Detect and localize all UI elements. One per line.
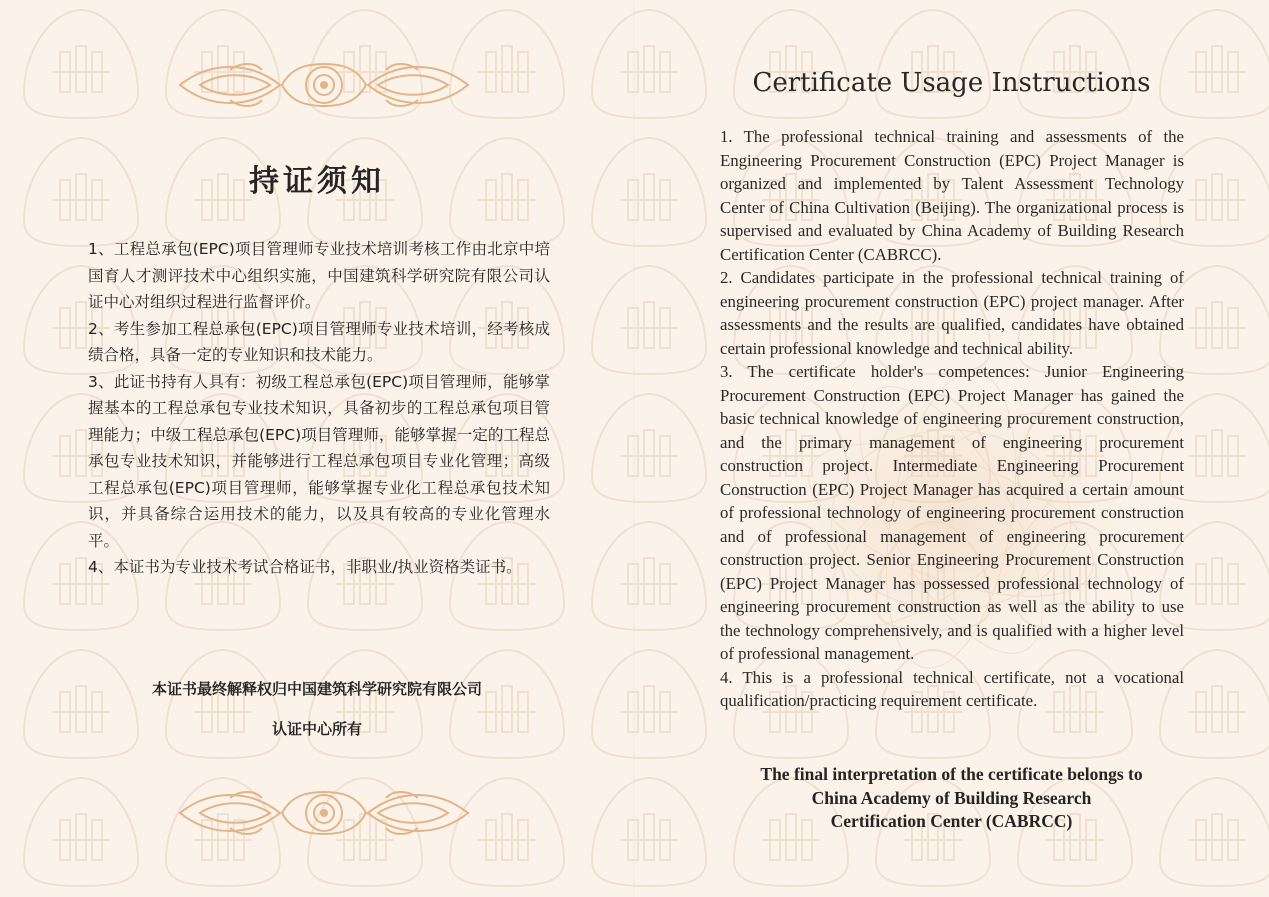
left-page (0, 0, 634, 897)
footer-line: Certification Center (CABRCC) (830, 811, 1073, 831)
page-title-english: Certificate Usage Instructions (752, 68, 1151, 98)
instruction-paragraph: 4. This is a professional technical certificate, not a vocational qualification/practicing requirement certificate. (720, 667, 1184, 710)
instruction-paragraph: 3. The certificate holder's competences: Junior Engineering Procurement Construction (EPC) Project Manager has gained the basic technical knowledge of engineering procurement construction, and the primary management of engineering procurement construction project. Intermediate Engineering Procurement Construction (EPC) Project Manager has acquired a certain amount of professional technology of engineering procurement construction and of professional management of engineering procurement construction project. Senior Engineering Procurement Construction (EPC) Project Manager has possessed professional technology of engineering procurement construction as well as the ability to use the technology comprehensively, and is qualified with a higher level of professional management. (720, 362, 1184, 663)
decorative-ornament-bottom-icon (170, 784, 478, 842)
interpretation-statement-english (634, 763, 1269, 834)
instruction-paragraph: 2、考生参加工程总承包(EPC)项目管理师专业技术培训，经考核成绩合格，具备一定的专业知识和技术能力。 (88, 319, 550, 364)
instruction-paragraph: 4、本证书为专业技术考试合格证书，非职业/执业资格类证书。 (88, 558, 522, 576)
instructions-body-english (720, 125, 1184, 713)
instructions-body-chinese (88, 236, 550, 581)
footer-line: 认证中心所有 (271, 720, 362, 738)
footer-line: 本证书最终解释权归中国建筑科学研究院有限公司 (151, 680, 482, 698)
decorative-ornament-top-icon (170, 56, 478, 114)
footer-line: China Academy of Building Research (811, 787, 1092, 808)
right-page (634, 0, 1269, 897)
instruction-paragraph: 2. Candidates participate in the professional technical training of engineering procurement construction (EPC) project manager. After assessments and the results are qualified, candidates have obtained certain professional knowledge and technical ability. (720, 268, 1184, 358)
instruction-paragraph: 1、工程总承包(EPC)项目管理师专业技术培训考核工作由北京中培国育人才测评技术中心组织实施，中国建筑科学研究院有限公司认证中心对组织过程进行监督评价。 (88, 240, 550, 311)
interpretation-statement-chinese (0, 676, 634, 742)
page-title-chinese: 持证须知 (249, 164, 385, 199)
instruction-paragraph: 1. The professional technical training and assessments of the Engineering Procurement Construction (EPC) Project Manager is organized and implemented by Talent Assessment Technology Center of China Cultivation (Beijing). The organizational process is supervised and evaluated by China Academy of Building Research Certification Center (CABRCC). (720, 127, 1184, 264)
footer-line: The final interpretation of the certificate belongs to (760, 764, 1143, 784)
instruction-paragraph: 3、此证书持有人具有：初级工程总承包(EPC)项目管理师，能够掌握基本的工程总承包专业技术知识，具备初步的工程总承包项目管理能力；中级工程总承包(EPC)项目管理师，能够掌握一定的工程总承包专业技术知识，并能够进行工程总承包项目专业化管理；高级工程总承包(EPC)项目管理师，能够掌握专业化工程总承包技术知识，并具备综合运用技术的能力，以及具有较高的专业化管理水平。 (88, 372, 550, 550)
